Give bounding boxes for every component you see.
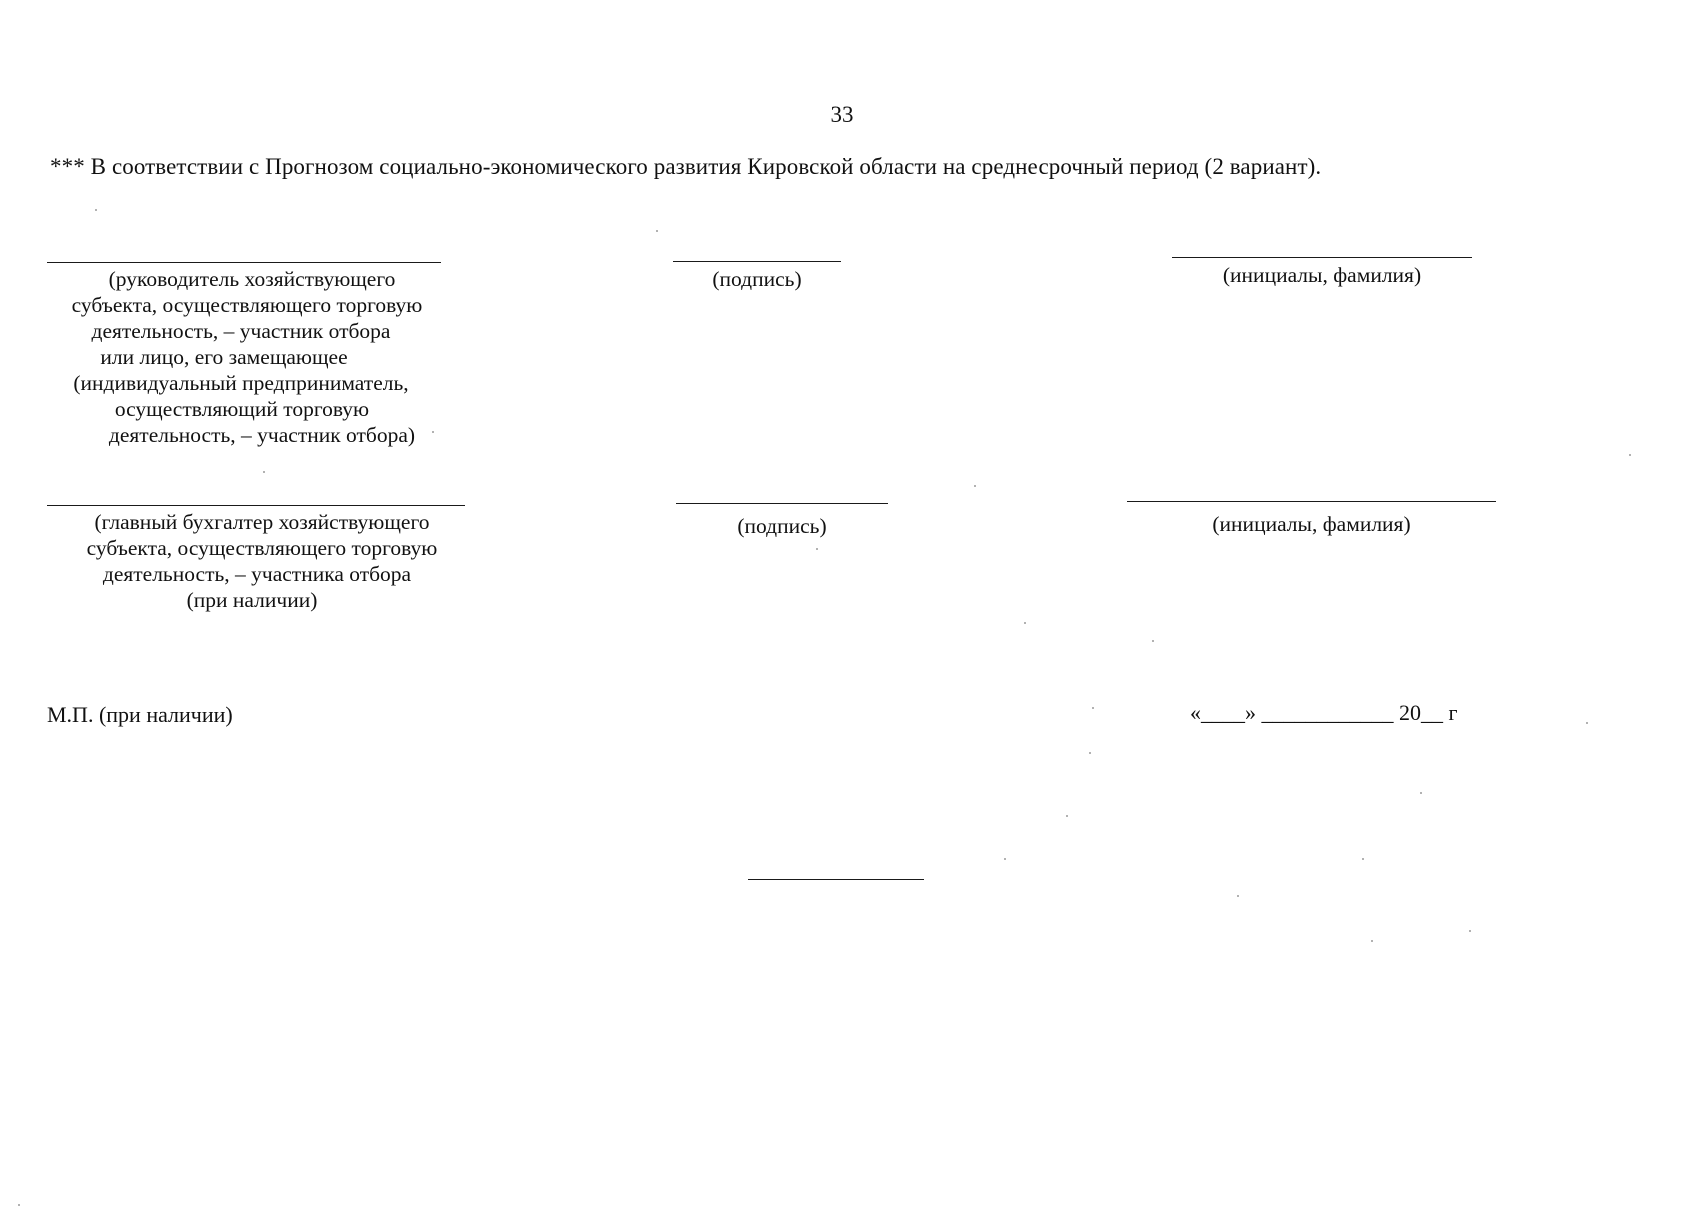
accountant-signature-line bbox=[676, 503, 888, 504]
scan-speck bbox=[1586, 722, 1588, 724]
accountant-role-line-4: (при наличии) bbox=[186, 588, 318, 612]
head-signature-line bbox=[673, 261, 841, 262]
scan-speck bbox=[263, 471, 265, 473]
scan-speck bbox=[1066, 815, 1068, 817]
accountant-role-line bbox=[47, 505, 465, 506]
scan-speck bbox=[1371, 940, 1373, 942]
accountant-signature-label: (подпись) bbox=[737, 514, 827, 538]
head-role-line-1: (руководитель хозяйствующего bbox=[108, 267, 396, 291]
accountant-name-label: (инициалы, фамилия) bbox=[1212, 512, 1411, 536]
head-role-line-7: деятельность, – участник отбора) bbox=[108, 423, 416, 447]
scan-speck bbox=[1024, 622, 1026, 624]
head-role-line-5: (индивидуальный предприниматель, bbox=[73, 371, 409, 395]
scan-speck bbox=[974, 485, 976, 487]
accountant-role-caption bbox=[47, 509, 507, 613]
scan-speck bbox=[95, 209, 97, 211]
accountant-role-line-1: (главный бухгалтер хозяйствующего bbox=[94, 510, 430, 534]
head-signature-label: (подпись) bbox=[712, 267, 802, 291]
scan-speck bbox=[656, 230, 658, 232]
head-role-line bbox=[47, 262, 441, 263]
head-role-caption bbox=[47, 266, 467, 448]
scan-speck bbox=[1089, 752, 1091, 754]
head-role-line-3: деятельность, – участник отбора bbox=[91, 319, 391, 343]
scan-speck bbox=[1469, 930, 1471, 932]
head-name-line bbox=[1172, 257, 1472, 258]
footnote: *** В соответствии с Прогнозом социально-экономического развития Кировской области на среднесрочный период (2 вариант). bbox=[50, 154, 1322, 179]
scan-speck bbox=[1362, 858, 1364, 860]
scan-speck bbox=[1420, 792, 1422, 794]
head-role-line-2: субъекта, осуществляющего торговую bbox=[71, 293, 423, 317]
accountant-name-line bbox=[1127, 501, 1496, 502]
scan-speck bbox=[1629, 454, 1631, 456]
scan-speck bbox=[1092, 707, 1094, 709]
page-number: 33 bbox=[830, 102, 854, 127]
head-name-label: (инициалы, фамилия) bbox=[1222, 263, 1422, 287]
scan-speck bbox=[816, 548, 818, 550]
head-role-line-4: или лицо, его замещающее bbox=[100, 345, 348, 369]
scan-speck bbox=[432, 431, 434, 433]
scan-speck bbox=[1237, 895, 1239, 897]
accountant-role-line-2: субъекта, осуществляющего торговую bbox=[86, 536, 438, 560]
head-role-line-6: осуществляющий торговую bbox=[114, 397, 370, 421]
accountant-role-line-3: деятельность, – участника отбора bbox=[102, 562, 412, 586]
scan-speck bbox=[1152, 640, 1154, 642]
date-placeholder: «____» ____________ 20__ г bbox=[1190, 700, 1458, 725]
scan-speck bbox=[1004, 858, 1006, 860]
closing-rule bbox=[748, 879, 924, 880]
stamp-placeholder: М.П. (при наличии) bbox=[47, 702, 233, 727]
